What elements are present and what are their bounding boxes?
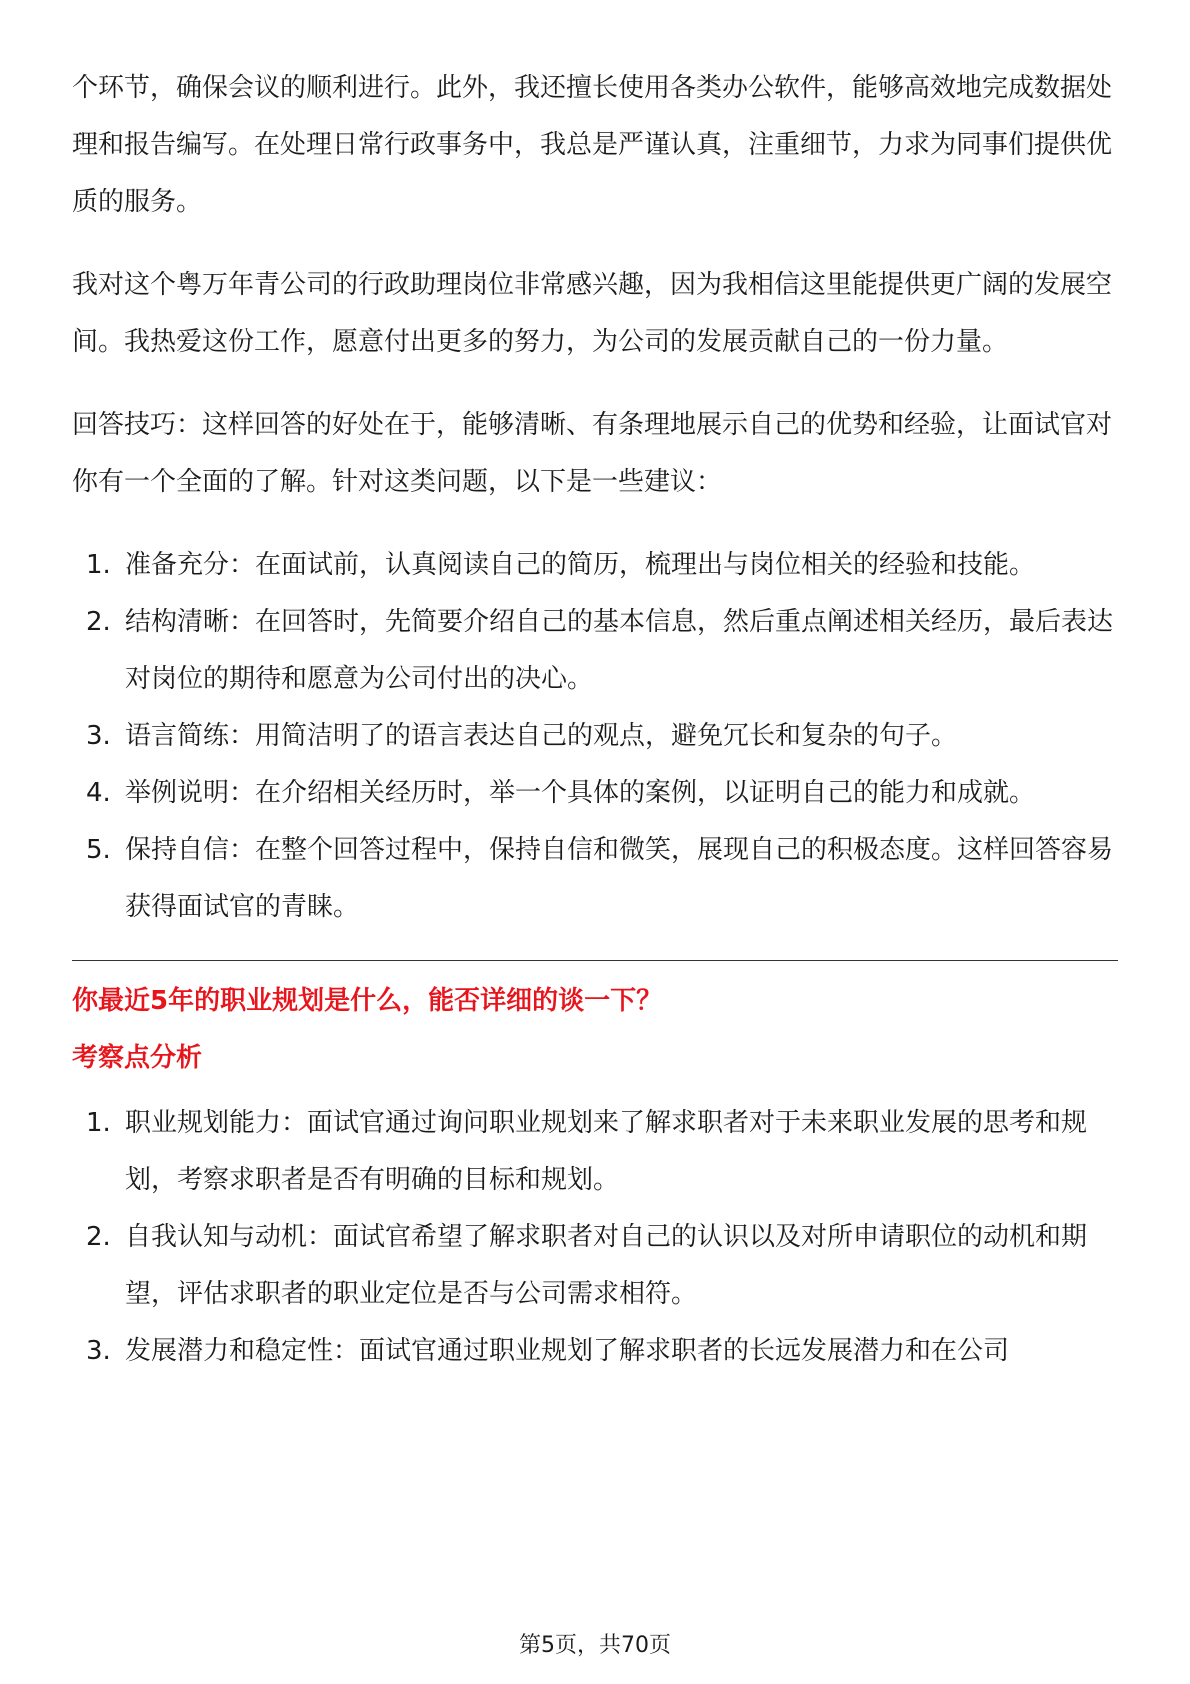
paragraph-motivation: 我对这个粤万年青公司的行政助理岗位非常感兴趣，因为我相信这里能提供更广阔的发展空间。我热爱这份工作，愿意付出更多的努力，为公司的发展贡献自己的一份力量。 xyxy=(72,270,1113,357)
list-item-text: 语言简练：用简洁明了的语言表达自己的观点，避免冗长和复杂的句子。 xyxy=(125,721,958,751)
list-number: 3. xyxy=(86,721,111,751)
page-number: 第5页，共70页 xyxy=(519,1633,671,1658)
list-item xyxy=(72,1323,1118,1380)
list-number: 2. xyxy=(86,607,111,637)
list-item-text: 结构清晰：在回答时，先简要介绍自己的基本信息，然后重点阐述相关经历，最后表达对岗位的期待和愿意为公司付出的决心。 xyxy=(125,607,1114,694)
list-item-text: 职业规划能力：面试官通过询问职业规划来了解求职者对于未来职业发展的思考和规划，考察求职者是否有明确的目标和规划。 xyxy=(125,1108,1088,1195)
section-divider xyxy=(72,960,1118,961)
analysis-heading: 考察点分析 xyxy=(72,1043,203,1073)
list-item-text: 举例说明：在介绍相关经历时，举一个具体的案例，以证明自己的能力和成就。 xyxy=(125,778,1036,808)
list-item xyxy=(72,822,1118,936)
analysis-list xyxy=(72,1095,1118,1380)
paragraph-answer-tips-intro: 回答技巧：这样回答的好处在于，能够清晰、有条理地展示自己的优势和经验，让面试官对你有一个全面的了解。针对这类问题，以下是一些建议： xyxy=(72,410,1113,497)
tips-list xyxy=(72,537,1118,936)
list-number: 2. xyxy=(86,1222,111,1252)
page-content xyxy=(72,60,1118,1380)
question-heading: 你最近5年的职业规划是什么，能否详细的谈一下？ xyxy=(72,986,663,1016)
list-item-text: 自我认知与动机：面试官希望了解求职者对自己的认识以及对所申请职位的动机和期望，评估求职者的职业定位是否与公司需求相符。 xyxy=(125,1222,1088,1309)
list-item xyxy=(72,537,1118,594)
list-number: 1. xyxy=(86,1108,111,1138)
list-item xyxy=(72,594,1118,708)
list-item-text: 保持自信：在整个回答过程中，保持自信和微笑，展现自己的积极态度。这样回答容易获得面试官的青睐。 xyxy=(125,835,1114,922)
list-item xyxy=(72,765,1118,822)
list-item xyxy=(72,1209,1118,1323)
list-number: 3. xyxy=(86,1336,111,1366)
list-item-text: 发展潜力和稳定性：面试官通过职业规划了解求职者的长远发展潜力和在公司 xyxy=(125,1336,1010,1366)
list-item xyxy=(72,1095,1118,1209)
list-number: 4. xyxy=(86,778,111,808)
list-item-text: 准备充分：在面试前，认真阅读自己的简历，梳理出与岗位相关的经验和技能。 xyxy=(125,550,1036,580)
list-number: 1. xyxy=(86,550,111,580)
list-number: 5. xyxy=(86,835,111,865)
paragraph-experience: 个环节，确保会议的顺利进行。此外，我还擅长使用各类办公软件，能够高效地完成数据处理和报告编写。在处理日常行政事务中，我总是严谨认真，注重细节，力求为同事们提供优质的服务。 xyxy=(72,73,1113,217)
list-item xyxy=(72,708,1118,765)
